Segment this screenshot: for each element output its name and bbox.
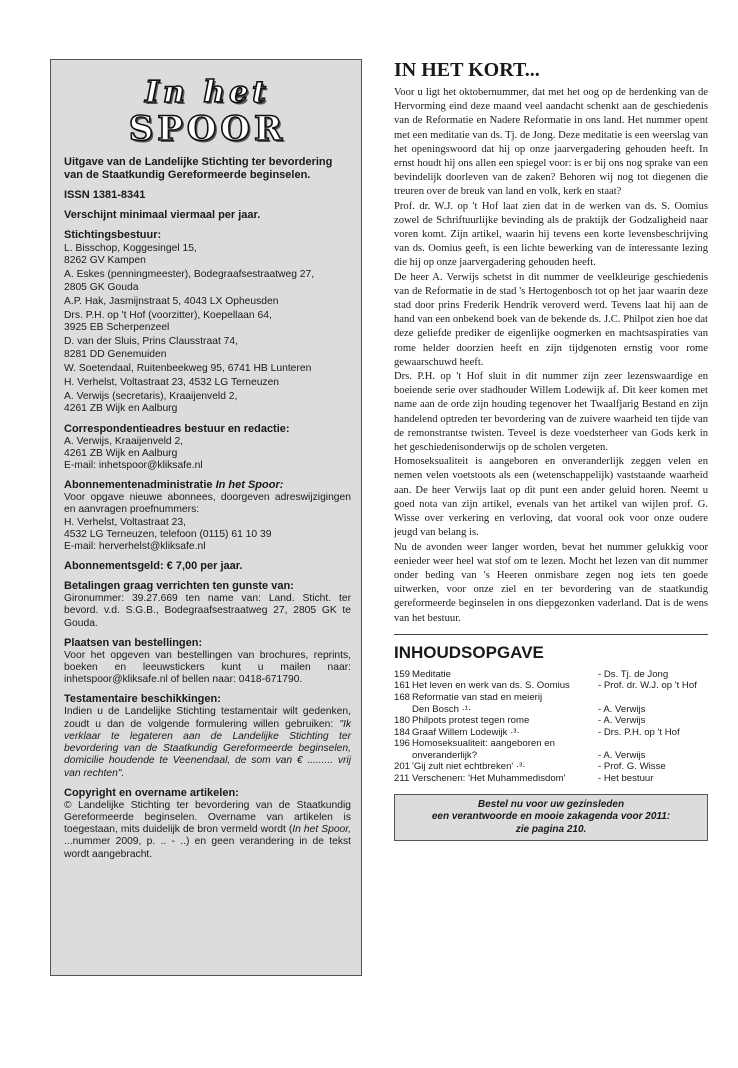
toc-entry-author [598, 680, 708, 692]
toc-title: INHOUDSOPGAVE [394, 642, 544, 662]
toc-title-line: Verschenen: 'Het Muhammedisdom' [412, 773, 566, 785]
order-notice-line: zie pagina 210. [515, 823, 587, 835]
subscription-fee: Abonnementsgeld: € 7,00 per jaar. [64, 560, 243, 573]
toc-title-line: 'Gij zult niet echtbreken' ·³· [412, 761, 526, 773]
subscriptions-section [64, 479, 351, 553]
article-paragraph: De heer A. Verwijs schetst in dit nummer de veelkleurige geschiedenis van de Reformatie in de stad 's Hertogenbosch tot op het jaar waarin deze stad door prins Frederik Hendrik veroverd werd. Tevens laat hij aan de hand van een onbekend boek van de bekende ds. J.C. Philpot zien hoe dat deze geliefde prediker de eigenlijke oogmerken en machtsaspiraties van rome helder doorzien heeft en zijn tijdgenoten ernstig voor rome gewaarschuwd heeft. [394, 271, 708, 368]
board-member-line: 2805 GK Gouda [64, 281, 139, 293]
toc-title-line: Philpots protest tegen rome [412, 715, 530, 727]
toc-author-line: - Prof. G. Wisse [598, 761, 666, 773]
correspondence-line: A. Verwijs, Kraaijenveld 2, [64, 435, 184, 447]
board-member-line: A. Eskes (penningmeester), Bodegraafsestraatweg 27, [64, 269, 315, 281]
toc-entry[interactable] [394, 773, 708, 785]
correspondence-section [64, 423, 351, 473]
toc-title-line: Homoseksualiteit: aangeboren en [412, 738, 555, 750]
board-member-line: 3925 EB Scherpenzeel [64, 322, 170, 334]
board-member [64, 269, 351, 293]
toc-entry[interactable] [394, 738, 708, 761]
testament-quote: "Ik verklaar te legateren aan de Landelijke Stichting ter bevordering van de Staatkundig Gereformeerde beginselen, domicilie houdende te Veenendaal, de som van € ......... vrij van rechten". [64, 718, 351, 779]
article-title: IN HET KORT... [394, 59, 540, 81]
toc-author-line: - Ds. Tj. de Jong [598, 668, 669, 680]
toc-title-line: Den Bosch ·¹· [412, 703, 472, 715]
board-member-line: H. Verhelst, Voltastraat 23, 4532 LG Terneuzen [64, 377, 280, 389]
copyright-text-2: ...nummer 2009, p. .. - ..) en geen verandering in de tekst wordt aangebracht. [64, 836, 351, 860]
copyright-section [64, 787, 351, 861]
board-member [64, 336, 351, 360]
testament-text: Indien u de Landelijke Stichting testamentair wilt gedenken, zoudt u dan de volgende formulering willen gebruiken: [64, 706, 351, 730]
subscriptions-heading [64, 479, 351, 492]
board-member-line: D. van der Sluis, Prins Clausstraat 74, [64, 336, 238, 348]
order-notice-line: Bestel nu voor uw gezinsleden [477, 798, 625, 810]
toc-entry-author [598, 773, 708, 785]
board-member-line: 8281 DD Genemuiden [64, 348, 167, 360]
logo-line-1: In het [144, 75, 271, 110]
toc-author-line: - A. Verwijs [598, 715, 646, 727]
toc-author-line: - Prof. dr. W.J. op 't Hof [598, 680, 697, 692]
board-member [64, 377, 351, 389]
copyright-heading: Copyright en overname artikelen: [64, 786, 239, 799]
payments-heading: Betalingen graag verrichten ten gunste van: [64, 580, 294, 593]
payments-body: Gironummer: 39.27.669 ten name van: Land. Sticht. ter bevord. v.d. S.G.B., Bodegraafsestraatweg 27, 2805 GK te Gouda. [64, 593, 351, 629]
toc-author-line [598, 692, 708, 704]
article-paragraph: Prof. dr. W.J. op 't Hof laat zien dat in de werken van ds. S. Oomius zowel de Schriftuurlijke bevinding als de praktijk der Godzaligheid naar voren komt. Zijn artikel, waarin hij tevens een korte levensbeschrijving van ds. Oomius geeft, is een lichte bewerking van de interessante lezing die hij op onze jaarvergadering gehouden heeft. [394, 200, 708, 269]
toc-author-line [598, 738, 708, 750]
board-heading: Stichtingsbestuur: [64, 229, 162, 241]
toc-entry-title [412, 715, 598, 727]
subscriptions-heading-title: In het Spoor: [215, 479, 284, 492]
toc-list [394, 669, 708, 785]
subscriptions-heading-text: Abonnementenadministratie [64, 479, 216, 492]
toc-entry-author [598, 669, 708, 681]
toc-entry-author [598, 692, 708, 715]
article-body [394, 86, 708, 626]
toc-entry[interactable] [394, 669, 708, 681]
toc-entry-author [598, 715, 708, 727]
toc-entry-title [412, 669, 598, 681]
toc-title-line: Het leven en werk van ds. S. Oomius [412, 680, 570, 692]
toc-page-number: 196 [394, 738, 411, 750]
toc-entry-title [412, 727, 598, 739]
subscriptions-line: H. Verhelst, Voltastraat 23, [64, 516, 186, 528]
toc-entry-title [412, 761, 598, 773]
magazine-logo [64, 76, 351, 148]
correspondence-email[interactable]: E-mail: inhetspoor@kliksafe.nl [64, 460, 203, 472]
board-member-line: L. Bisschop, Koggesingel 15, [64, 243, 197, 254]
toc-author-line: - Het bestuur [598, 773, 654, 785]
order-notice [394, 794, 708, 842]
toc-author-line: - A. Verwijs [598, 703, 646, 715]
toc-entry-title [412, 738, 598, 761]
board-member-line: A.P. Hak, Jasmijnstraat 5, 4043 LX Opheusden [64, 295, 279, 307]
toc-entry-author [598, 738, 708, 761]
article-paragraph: Voor u ligt het oktobernummer, dat met het oog op de herdenking van de Hervorming eind deze maand veel aandacht schenkt aan de geschiedenis van de Reformatie en Nadere Reformatie in ons land. Het nummer opent met een meditatie van ds. Tj. de Jong. Deze meditatie is een weerslag van het openingswoord dat hij op onze jaarvergadering gehouden heeft. In ernst houdt hij ons allen een spiegel voor: is er bij ons nog sprake van een bevindelijk doorleven van de zaken? Behoren wij nog tot diegenen die treuren over de breuk van land en volk, kerk en staat? [394, 87, 708, 198]
board-member-line: Drs. P.H. op 't Hof (voorzitter), Koepellaan 64, [64, 310, 272, 322]
subscriptions-email[interactable]: E-mail: herverhelst@kliksafe.nl [64, 541, 206, 553]
toc-page-number: 161 [394, 680, 411, 692]
orders-body: Voor het opgeven van bestellingen van brochures, reprints, boeken en leeuwstickers kunt u mailen naar: inhetspoor@kliksafe.nl of bellen naar: 0418-671790. [64, 649, 351, 686]
divider [394, 634, 708, 635]
correspondence-line: 4261 ZB Wijk en Aalburg [64, 447, 178, 459]
board-list [64, 243, 351, 416]
toc-entry[interactable] [394, 692, 708, 715]
board-member [64, 310, 351, 334]
toc-page-number: 184 [394, 726, 411, 738]
toc-page-number: 211 [394, 773, 410, 785]
toc-author-line: - A. Verwijs [598, 749, 646, 761]
subscriptions-line: 4532 LG Terneuzen, telefoon (0115) 61 10 39 [64, 528, 272, 540]
testament-body [64, 706, 351, 779]
toc-page-number: 168 [394, 691, 411, 703]
subscriptions-body: Voor opgave nieuwe abonnees, doorgeven adreswijzigingen en aanvragen proefnummers: [64, 492, 351, 516]
order-notice-line: een verantwoorde en mooie zakagenda voor 2011: [431, 811, 671, 823]
toc-entry[interactable] [394, 727, 708, 739]
logo-line-2: SPOOR [128, 109, 287, 149]
toc-title-line: Graaf Willem Lodewijk ·³· [412, 726, 520, 738]
orders-section [64, 637, 351, 687]
toc-page-number: 159 [394, 668, 411, 680]
article-paragraph: Homoseksualiteit is aangeboren en onveranderlijk zeggen velen en nemen velen voetstoots als een (wetenschappelijk) vaststaande waarheid aan. De heer Verwijs laat op dit punt een ander geluid horen. Neemt u goed nota van zijn artikel, evenals van het artikel van wijlen prof. G. Wisse over verkering en verloving, dat vooral ook voor onze oudere jeugd van belang is. [394, 456, 708, 539]
frequency-note: Verschijnt minimaal viermaal per jaar. [64, 209, 261, 221]
board-member-line: 8262 GV Kampen [64, 255, 146, 267]
board-member [64, 243, 351, 267]
copyright-body [64, 800, 351, 861]
payments-section [64, 580, 351, 630]
copyright-title: In het Spoor, [292, 824, 351, 836]
article-paragraph: Nu de avonden weer langer worden, bevat het nummer gelukkig voor eenieder weer heel wat stof om te lezen. Mocht het lezen van dit nummer onder beding van 's Heeren onmisbare zegen nog iets ten goede uitwerken, voor onze ziel en ter bevordering van de staatkundig gereformeerde beginselen in ons diepgezonken vaderland. Dat is de wens van het bestuur. [394, 541, 708, 624]
toc-author-line: - Drs. P.H. op 't Hof [598, 726, 680, 738]
correspondence-heading: Correspondentieadres bestuur en redactie: [64, 422, 290, 435]
publisher-intro: Uitgave van de Landelijke Stichting ter bevordering van de Staatkundig Gereformeerde beginselen. [64, 156, 333, 181]
toc-title-line: onveranderlijk? [412, 749, 478, 761]
right-column [394, 58, 708, 841]
toc-entry-title [412, 680, 598, 692]
board-section [64, 229, 351, 416]
toc-title-line: Reformatie van stad en meierij [412, 691, 543, 703]
board-member-line: W. Soetendaal, Ruitenbeekweg 95, 6741 HB Lunteren [64, 362, 312, 374]
article-paragraph: Drs. P.H. op 't Hof sluit in dit nummer zijn zeer lezenswaardige en boeiende serie over stadhouder Willem Lodewijk af. Dit keer komen met name aan de orde zijn houding tegenover het Twaalfjarig Bestand en zijn handelend optreden ter bevordering van de zuivere waarheid ten tijde van de remonstrantse twisten. Teveel is deze voedsterheer van Gods kerk in het geschiedenisonderwijs op de scholen vergeten. [394, 371, 708, 454]
testament-section [64, 693, 351, 779]
board-member [64, 296, 351, 308]
toc-entry[interactable] [394, 715, 708, 727]
toc-entry-author [598, 727, 708, 739]
toc-entry-title [412, 692, 598, 715]
orders-heading: Plaatsen van bestellingen: [64, 636, 203, 649]
toc-page-number: 201 [394, 761, 411, 773]
toc-entry[interactable] [394, 680, 708, 692]
toc-entry[interactable] [394, 761, 708, 773]
colophon-box [50, 59, 362, 976]
board-member-line: A. Verwijs (secretaris), Kraaijenveld 2, [64, 391, 238, 403]
toc-entry-author [598, 761, 708, 773]
toc-entry-title [412, 773, 598, 785]
testament-heading: Testamentaire beschikkingen: [64, 693, 221, 706]
board-member [64, 363, 351, 375]
copyright-text-1: © Landelijke Stichting ter bevordering van de Staatkundig Gereformeerde beginselen. Overname van artikelen is toegestaan, mits duidelijk de bron vermeld wordt ( [64, 799, 351, 836]
toc-title-line: Meditatie [412, 668, 451, 680]
board-member [64, 391, 351, 415]
issn: ISSN 1381-8341 [64, 189, 146, 201]
toc-page-number: 180 [394, 715, 411, 727]
board-member-line: 4261 ZB Wijk en Aalburg [64, 403, 178, 415]
